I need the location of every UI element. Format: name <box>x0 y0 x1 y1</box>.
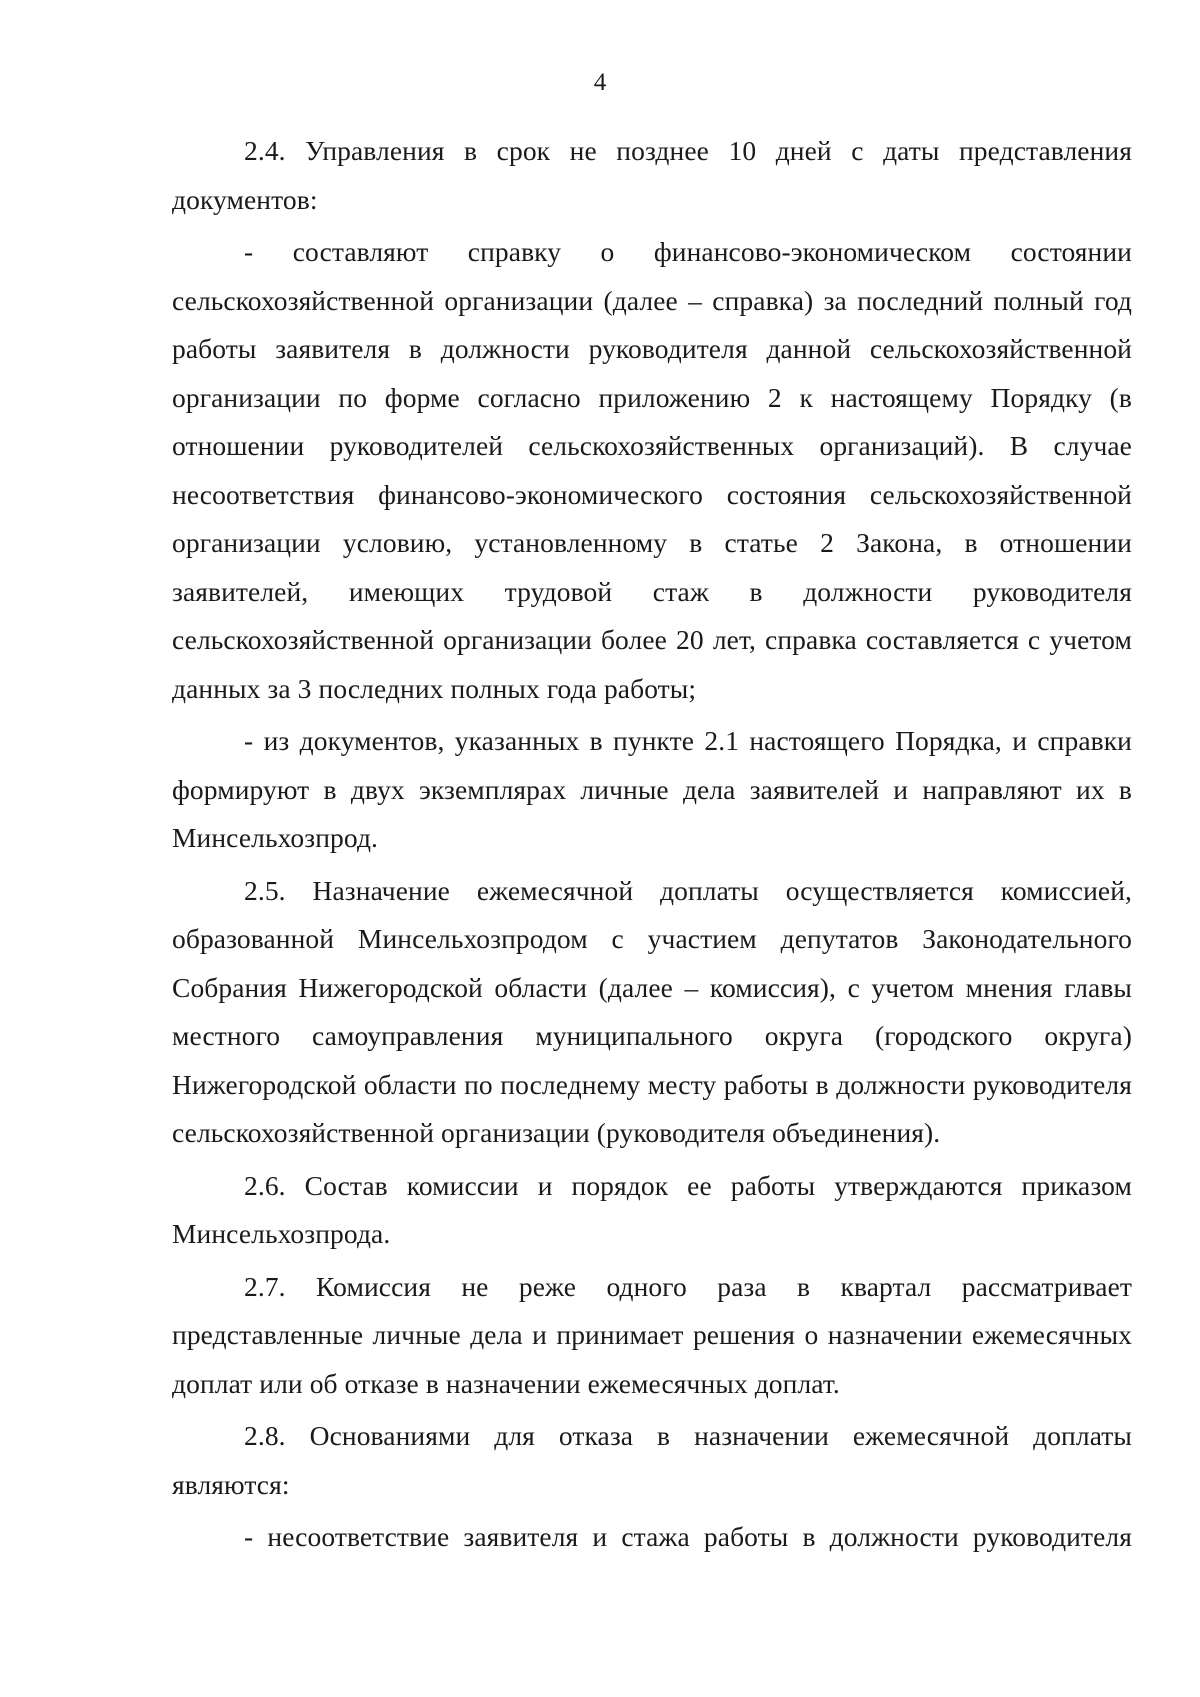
paragraph-2-8-item-mismatch: - несоответствие заявителя и стажа работы в должности руководителя <box>244 1521 1132 1552</box>
document-body <box>172 127 1132 1566</box>
paragraph-2-4: 2.4. Управления в срок не позднее 10 дней с даты представления документов: <box>172 135 1132 215</box>
paragraph-2-8: 2.8. Основаниями для отказа в назначении ежемесячной доплаты являются: <box>172 1420 1132 1500</box>
paragraph-2-4-item-report: - составляют справку о финансово-экономическом состоянии сельскохозяйственной организации (далее – справка) за последний полный год работы заявителя в должности руководителя данной сельскохозяйственной организации по форме согласно приложению 2 к настоящему Порядку (в отношении руководителей сельскохозяйственных организаций). В случае несоответствия финансово-экономического состояния сельскохозяйственной организации условию, установленному в статье 2 Закона, в отношении заявителей, имеющих трудовой стаж в должности руководителя сельскохозяйственной организации более 20 лет, справка составляется с учетом данных за 3 последних полных года работы; <box>172 236 1132 704</box>
paragraph-2-7: 2.7. Комиссия не реже одного раза в квартал рассматривает представленные личные дела и принимает решения о назначении ежемесячных доплат или об отказе в назначении ежемесячных доплат. <box>172 1270 1132 1399</box>
paragraph-2-5: 2.5. Назначение ежемесячной доплаты осуществляется комиссией, образованной Минсельхозпродом с участием депутатов Законодательного Собрания Нижегородской области (далее – комиссия), с учетом мнения главы местного самоуправления муниципального округа (городского округа) Нижегородской области по последнему месту работы в должности руководителя сельскохозяйственной организации (руководителя объединения). <box>172 874 1132 1148</box>
paragraph-2-6: 2.6. Состав комиссии и порядок ее работы утверждаются приказом Минсельхозпрода. <box>172 1169 1132 1249</box>
paragraph-2-4-item-files: - из документов, указанных в пункте 2.1 настоящего Порядка, и справки формируют в двух экземплярах личные дела заявителей и направляют их в Минсельхозпрод. <box>172 725 1132 853</box>
page-number: 4 <box>593 69 607 96</box>
